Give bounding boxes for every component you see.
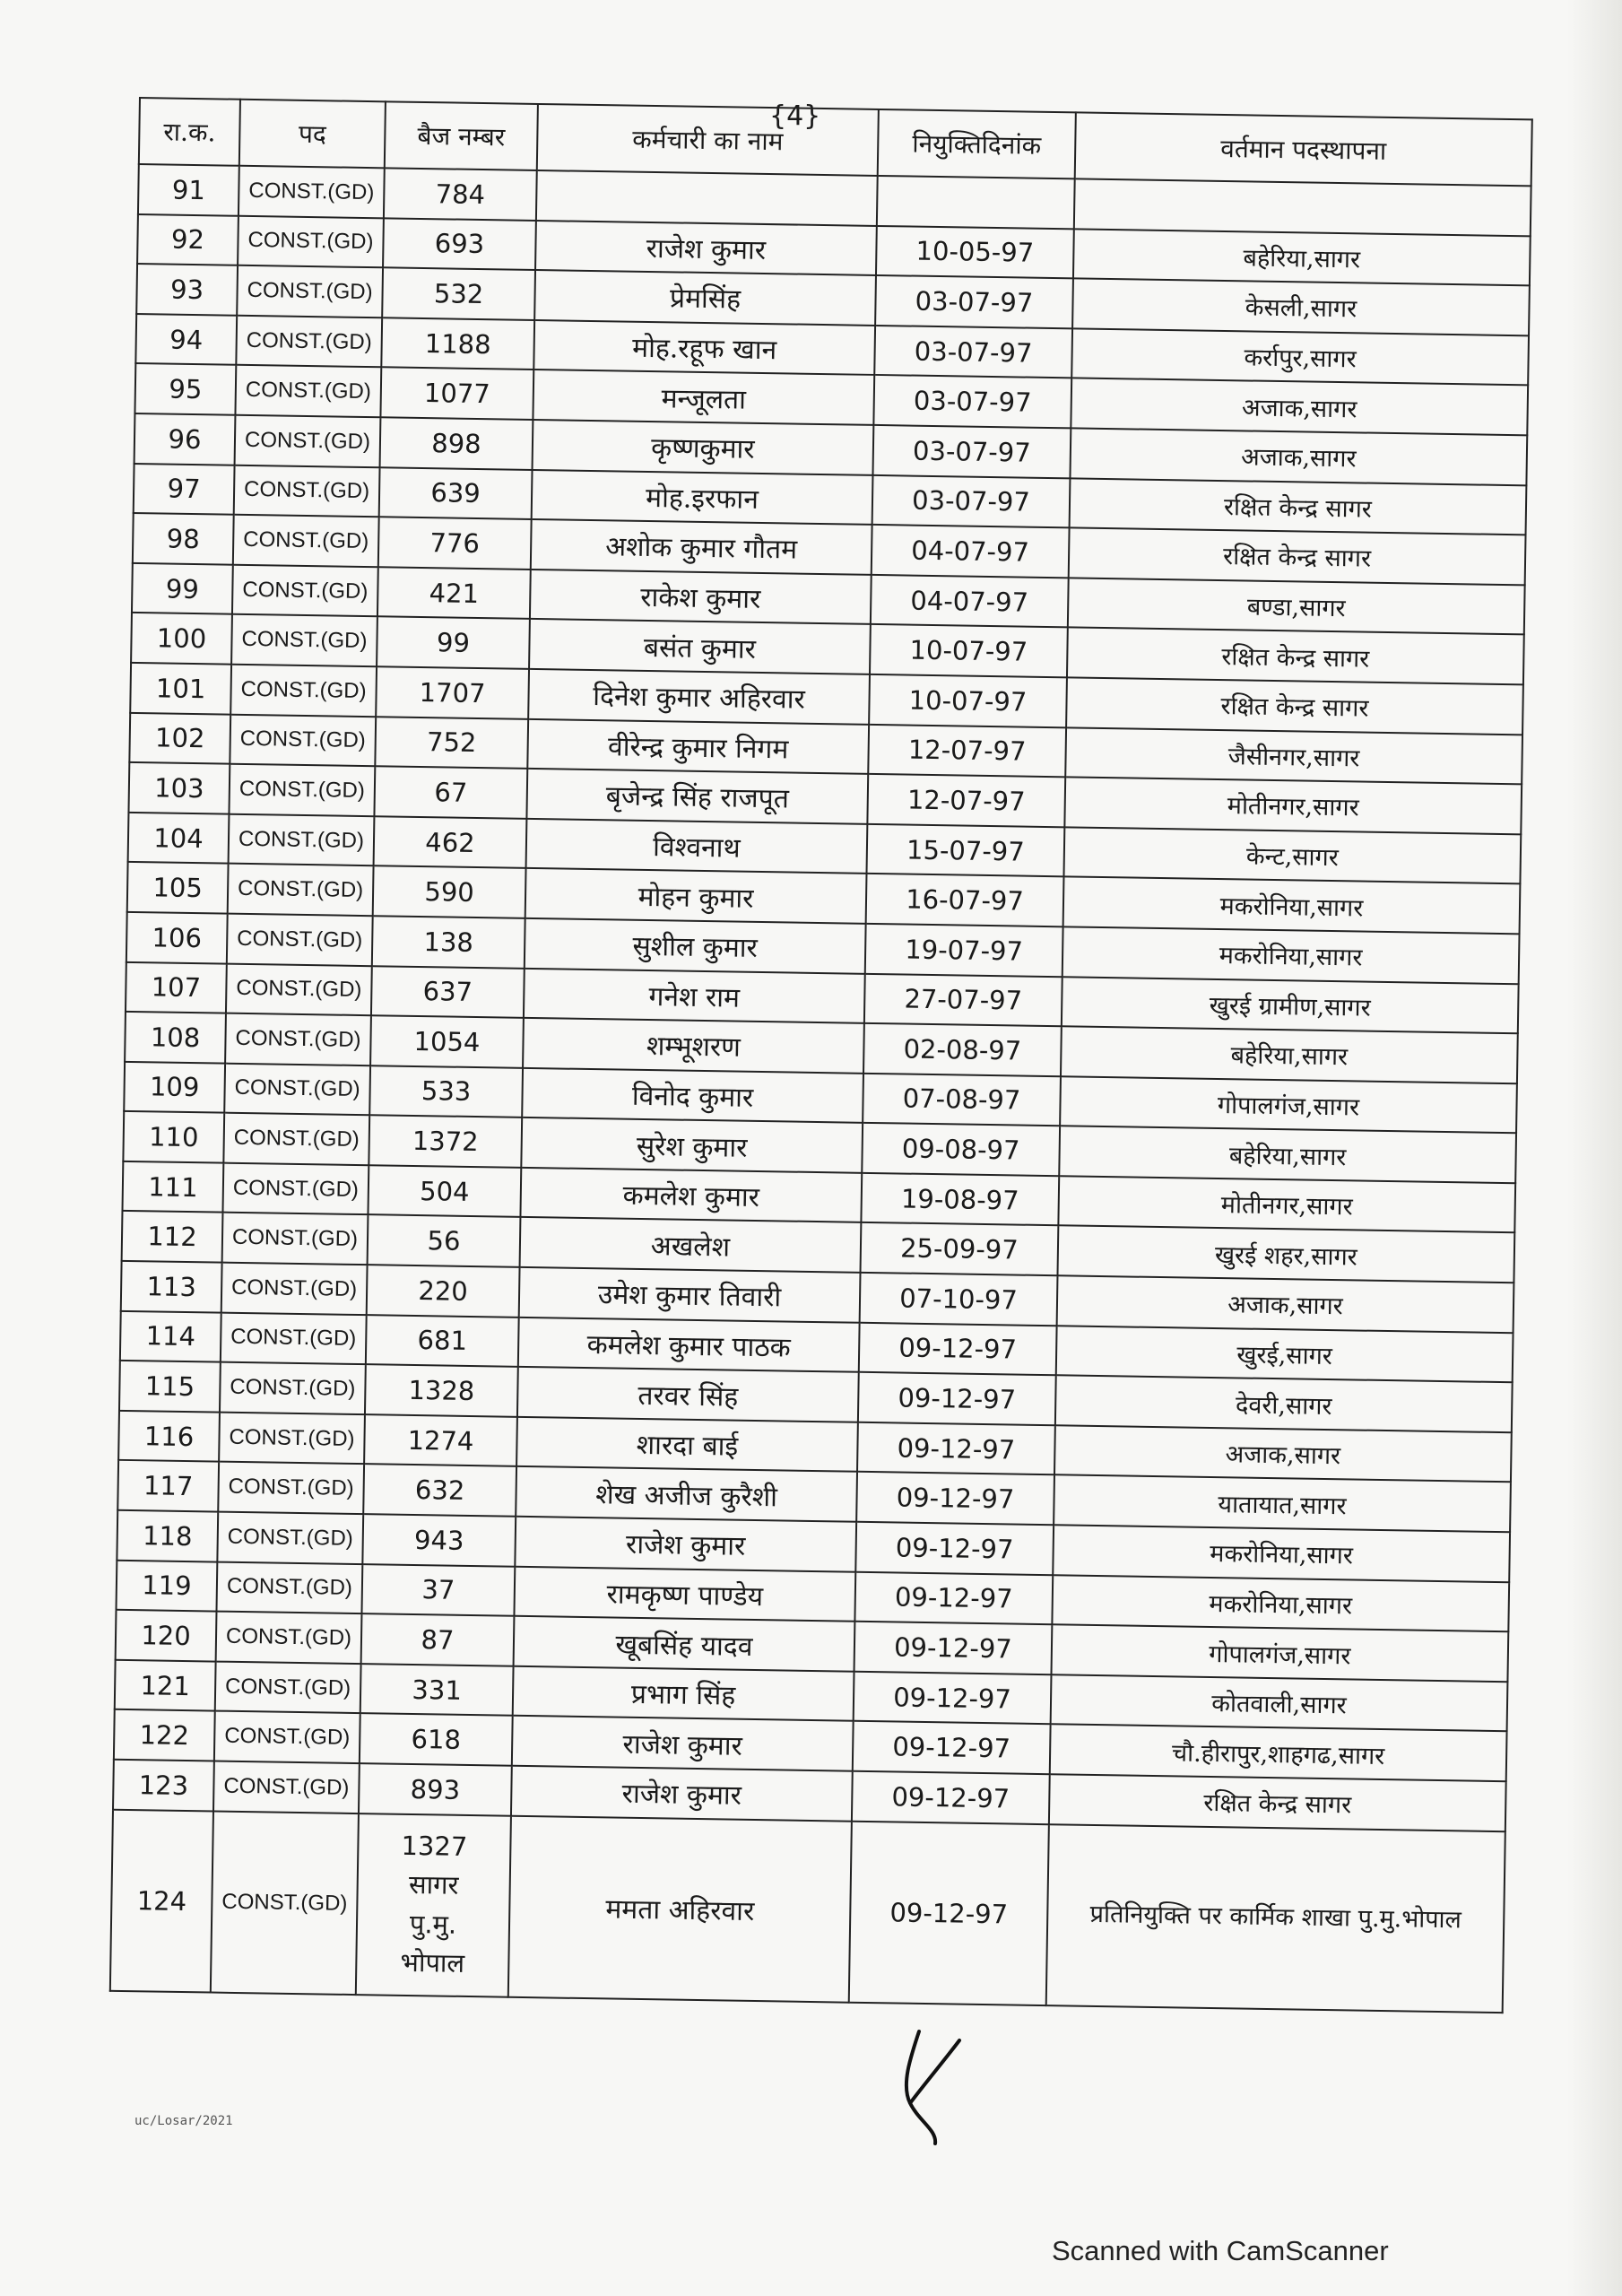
cell-sr: 92 bbox=[137, 214, 239, 265]
cell-badge: 632 bbox=[363, 1465, 516, 1517]
header-posting: वर्तमान पदस्थापना bbox=[1075, 112, 1532, 186]
cell-name bbox=[536, 170, 878, 226]
cell-badge: 681 bbox=[366, 1315, 519, 1367]
cell-sr: 109 bbox=[124, 1062, 225, 1113]
cell-post: CONST.(GD) bbox=[239, 166, 385, 218]
cell-sr: 100 bbox=[131, 613, 232, 664]
cell-date: 09-12-97 bbox=[849, 1821, 1049, 2005]
cell-name: वीरेन्द्र कुमार निगम bbox=[527, 718, 869, 774]
cell-sr: 111 bbox=[122, 1161, 223, 1213]
cell-sr: 105 bbox=[127, 862, 229, 913]
cell-posting: जैसीनगर,सागर bbox=[1065, 727, 1522, 785]
cell-post: CONST.(GD) bbox=[229, 813, 375, 865]
cell-posting: प्रतिनियुक्ति पर कार्मिक शाखा पु.मु.भोपाल bbox=[1046, 1824, 1505, 2013]
cell-badge: 37 bbox=[361, 1564, 515, 1616]
cell-name: मोह.रहूफ खान bbox=[533, 320, 875, 376]
scanner-watermark: Scanned with CamScanner bbox=[1052, 2235, 1389, 2266]
cell-sr: 97 bbox=[134, 464, 235, 515]
cell-posting: गोपालगंज,सागर bbox=[1060, 1076, 1517, 1134]
cell-sr: 116 bbox=[118, 1411, 220, 1462]
cell-post: CONST.(GD) bbox=[225, 1013, 371, 1065]
cell-badge: 1077 bbox=[380, 368, 533, 420]
cell-post: CONST.(GD) bbox=[232, 564, 378, 616]
cell-post: CONST.(GD) bbox=[228, 864, 374, 916]
cell-badge: 331 bbox=[360, 1664, 514, 1716]
cell-post: CONST.(GD) bbox=[222, 1213, 369, 1265]
cell-posting: अजाक,सागर bbox=[1057, 1275, 1514, 1333]
cell-name: राजेश कुमार bbox=[515, 1517, 856, 1572]
cell-post: CONST.(GD) bbox=[220, 1362, 366, 1414]
cell-name: मोहन कुमार bbox=[525, 868, 867, 924]
cell-name: बृजेन्द्र सिंह राजपूत bbox=[526, 769, 868, 824]
cell-post: CONST.(GD) bbox=[229, 764, 375, 816]
cell-date: 09-12-97 bbox=[859, 1322, 1057, 1375]
cell-badge: 776 bbox=[378, 517, 532, 569]
cell-post: CONST.(GD) bbox=[216, 1561, 362, 1613]
cell-date: 09-12-97 bbox=[854, 1622, 1053, 1674]
cell-badge: 504 bbox=[368, 1165, 521, 1217]
cell-date: 10-05-97 bbox=[876, 226, 1074, 279]
cell-name: अशोक कुमार गौतम bbox=[531, 519, 872, 575]
cell-badge: 618 bbox=[360, 1714, 513, 1766]
badge-line: 1327 bbox=[401, 1830, 468, 1862]
cell-date: 10-07-97 bbox=[870, 624, 1068, 677]
cell-date: 27-07-97 bbox=[864, 973, 1063, 1026]
cell-sr: 94 bbox=[135, 314, 237, 365]
cell-posting: मकरोनिया,सागर bbox=[1063, 926, 1520, 984]
cell-posting: मोतीनगर,सागर bbox=[1064, 777, 1522, 834]
cell-sr: 115 bbox=[119, 1361, 221, 1412]
cell-date: 15-07-97 bbox=[866, 824, 1064, 877]
badge-line: सागर bbox=[408, 1869, 459, 1900]
cell-posting: बहेरिया,सागर bbox=[1061, 1026, 1518, 1083]
cell-badge: 56 bbox=[368, 1215, 521, 1267]
cell-date: 03-07-97 bbox=[872, 425, 1071, 478]
cell-name: शारदा बाई bbox=[516, 1417, 858, 1473]
cell-sr: 117 bbox=[117, 1460, 219, 1511]
cell-badge bbox=[356, 1813, 511, 1997]
cell-post: CONST.(GD) bbox=[231, 614, 377, 666]
cell-sr: 98 bbox=[133, 513, 234, 564]
cell-sr: 103 bbox=[128, 762, 230, 813]
cell-name: दिनेश कुमार अहिरवार bbox=[528, 669, 870, 725]
cell-post: CONST.(GD) bbox=[214, 1711, 360, 1763]
cell-name: प्रेमसिंह bbox=[534, 270, 876, 326]
table-body bbox=[110, 164, 1531, 2013]
staff-table bbox=[109, 97, 1533, 2013]
cell-sr: 118 bbox=[117, 1510, 218, 1561]
page-number: {4} bbox=[769, 100, 821, 132]
cell-badge: 1328 bbox=[365, 1364, 518, 1416]
cell-posting: मकरोनिया,सागर bbox=[1053, 1525, 1510, 1582]
cell-badge: 532 bbox=[382, 267, 535, 319]
cell-sr: 95 bbox=[134, 363, 236, 414]
cell-badge: 590 bbox=[373, 866, 526, 918]
cell-post: CONST.(GD) bbox=[216, 1612, 362, 1664]
cell-badge: 784 bbox=[384, 168, 537, 220]
cell-badge: 421 bbox=[377, 567, 531, 619]
cell-date: 12-07-97 bbox=[867, 774, 1065, 827]
cell-date: 09-12-97 bbox=[858, 1372, 1056, 1425]
cell-name: तरवर सिंह bbox=[517, 1367, 859, 1422]
cell-badge: 67 bbox=[374, 766, 527, 818]
cell-posting: केसली,सागर bbox=[1072, 279, 1530, 336]
cell-date: 10-07-97 bbox=[869, 674, 1067, 727]
cell-post: CONST.(GD) bbox=[219, 1412, 365, 1464]
cell-date: 25-09-97 bbox=[861, 1222, 1059, 1275]
cell-badge: 462 bbox=[374, 816, 527, 868]
cell-name: अखलेश bbox=[520, 1217, 862, 1273]
cell-sr: 104 bbox=[128, 813, 230, 864]
cell-name: कमलेश कुमार bbox=[520, 1168, 862, 1223]
header-name: कर्मचारी का नाम bbox=[537, 104, 879, 176]
cell-name: बसंत कुमार bbox=[529, 619, 871, 674]
cell-badge: 898 bbox=[380, 417, 533, 469]
cell-date: 04-07-97 bbox=[872, 525, 1070, 578]
cell-posting: मकरोनिया,सागर bbox=[1063, 877, 1521, 935]
cell-date: 03-07-97 bbox=[874, 326, 1072, 378]
cell-name: ममता अहिरवार bbox=[508, 1815, 852, 2002]
cell-date: 03-07-97 bbox=[875, 275, 1073, 328]
cell-sr: 113 bbox=[121, 1261, 222, 1312]
cell-sr: 114 bbox=[120, 1311, 221, 1362]
cell-date: 09-12-97 bbox=[852, 1771, 1050, 1824]
cell-posting: रक्षित केन्द्र सागर bbox=[1070, 478, 1527, 535]
cell-date: 19-08-97 bbox=[861, 1173, 1059, 1226]
cell-badge: 693 bbox=[383, 218, 536, 270]
cell-sr: 93 bbox=[136, 264, 238, 315]
cell-post: CONST.(GD) bbox=[237, 265, 383, 317]
cell-post: CONST.(GD) bbox=[233, 515, 379, 567]
cell-posting: रक्षित केन्द्र सागर bbox=[1069, 528, 1526, 586]
staff-table-wrapper bbox=[109, 97, 1533, 2013]
cell-posting: गोपालगंज,सागर bbox=[1051, 1624, 1508, 1682]
cell-badge: 87 bbox=[361, 1613, 515, 1665]
cell-posting bbox=[1074, 178, 1531, 236]
cell-posting: रक्षित केन्द्र सागर bbox=[1067, 628, 1524, 685]
cell-post: CONST.(GD) bbox=[213, 1761, 360, 1813]
cell-name: सुरेश कुमार bbox=[521, 1118, 863, 1173]
cell-date: 07-10-97 bbox=[860, 1273, 1058, 1326]
cell-post: CONST.(GD) bbox=[238, 215, 384, 267]
cell-date: 09-12-97 bbox=[853, 1721, 1051, 1774]
cell-name: रामकृष्ण पाण्डेय bbox=[514, 1566, 855, 1622]
cell-date: 12-07-97 bbox=[868, 724, 1066, 777]
cell-post: CONST.(GD) bbox=[230, 714, 376, 766]
cell-posting: खुरई शहर,सागर bbox=[1057, 1226, 1514, 1283]
cell-posting: रक्षित केन्द्र सागर bbox=[1066, 677, 1523, 735]
cell-badge: 1274 bbox=[364, 1414, 517, 1466]
cell-posting: चौ.हीरापुर,शाहगढ,सागर bbox=[1050, 1725, 1507, 1782]
cell-badge: 220 bbox=[367, 1265, 520, 1317]
cell-badge: 533 bbox=[369, 1065, 523, 1118]
cell-badge: 1707 bbox=[376, 666, 529, 718]
cell-badge: 1372 bbox=[369, 1115, 522, 1167]
cell-date: 09-12-97 bbox=[854, 1571, 1053, 1624]
cell-name: राजेश कुमार bbox=[535, 221, 877, 276]
footer-code: uc/Losar/2021 bbox=[134, 2114, 233, 2128]
cell-sr: 123 bbox=[113, 1760, 214, 1811]
cell-post: CONST.(GD) bbox=[226, 963, 372, 1015]
signature-mark bbox=[883, 2022, 964, 2148]
cell-sr: 120 bbox=[116, 1610, 217, 1661]
cell-name: कृष्णकुमार bbox=[533, 420, 874, 475]
cell-posting: खुरई ग्रामीण,सागर bbox=[1062, 977, 1519, 1034]
cell-post: CONST.(GD) bbox=[217, 1512, 363, 1564]
cell-posting: कोतवाली,सागर bbox=[1051, 1674, 1508, 1732]
cell-posting: यातायात,सागर bbox=[1054, 1475, 1511, 1533]
cell-post: CONST.(GD) bbox=[222, 1163, 369, 1215]
cell-name: शम्भूशरण bbox=[523, 1018, 864, 1074]
cell-sr: 99 bbox=[132, 563, 233, 614]
cell-post: CONST.(GD) bbox=[224, 1063, 370, 1115]
cell-posting: रक्षित केन्द्र सागर bbox=[1049, 1774, 1506, 1831]
cell-posting: बहेरिया,सागर bbox=[1059, 1126, 1516, 1184]
cell-name: विश्वनाथ bbox=[526, 819, 868, 874]
cell-post: CONST.(GD) bbox=[211, 1811, 359, 1995]
cell-posting: मकरोनिया,सागर bbox=[1052, 1575, 1509, 1632]
cell-sr: 102 bbox=[129, 712, 230, 763]
cell-date bbox=[877, 176, 1075, 229]
cell-name: सुशील कुमार bbox=[525, 918, 866, 974]
scan-edge-shadow bbox=[1567, 0, 1622, 2296]
cell-posting: कर्रापुर,सागर bbox=[1071, 328, 1529, 386]
cell-post: CONST.(GD) bbox=[227, 914, 373, 966]
cell-sr: 119 bbox=[116, 1560, 217, 1611]
cell-date: 09-12-97 bbox=[857, 1422, 1055, 1475]
cell-sr: 124 bbox=[110, 1809, 213, 1992]
cell-date: 09-12-97 bbox=[856, 1472, 1054, 1525]
cell-badge: 752 bbox=[375, 717, 528, 769]
cell-badge: 1188 bbox=[381, 317, 534, 370]
header-badge: बैज नम्बर bbox=[385, 101, 538, 170]
cell-date: 02-08-97 bbox=[863, 1023, 1062, 1076]
cell-badge: 138 bbox=[372, 916, 525, 968]
cell-posting: मोतीनगर,सागर bbox=[1058, 1176, 1515, 1233]
cell-post: CONST.(GD) bbox=[234, 465, 380, 517]
cell-name: प्रभाग सिंह bbox=[513, 1666, 854, 1722]
cell-sr: 108 bbox=[125, 1012, 226, 1063]
cell-date: 09-08-97 bbox=[862, 1123, 1060, 1176]
table-row-last bbox=[110, 1809, 1505, 2012]
cell-post: CONST.(GD) bbox=[218, 1462, 364, 1514]
header-date: नियुक्तिदिनांक bbox=[878, 109, 1076, 178]
cell-name: खूबसिंह यादव bbox=[514, 1616, 855, 1672]
cell-post: CONST.(GD) bbox=[221, 1263, 368, 1315]
cell-sr: 121 bbox=[115, 1660, 216, 1711]
cell-date: 03-07-97 bbox=[873, 375, 1071, 428]
cell-posting: अजाक,सागर bbox=[1070, 428, 1527, 485]
cell-badge: 943 bbox=[362, 1514, 516, 1566]
cell-sr: 96 bbox=[134, 413, 236, 465]
cell-posting: अजाक,सागर bbox=[1071, 378, 1528, 436]
badge-line: पु.मु. bbox=[409, 1908, 457, 1940]
badge-line: भोपाल bbox=[400, 1946, 465, 1979]
cell-date: 16-07-97 bbox=[866, 874, 1064, 926]
cell-sr: 91 bbox=[138, 164, 239, 215]
cell-post: CONST.(GD) bbox=[235, 415, 381, 467]
cell-sr: 107 bbox=[126, 961, 227, 1013]
cell-posting: बण्डा,सागर bbox=[1068, 578, 1525, 635]
cell-post: CONST.(GD) bbox=[221, 1312, 367, 1364]
header-sr: रा.क. bbox=[139, 98, 240, 166]
cell-name: मोह.इरफान bbox=[532, 470, 873, 526]
cell-post: CONST.(GD) bbox=[236, 316, 382, 368]
cell-badge: 639 bbox=[379, 467, 533, 519]
cell-posting: खुरई,सागर bbox=[1056, 1326, 1514, 1383]
cell-date: 03-07-97 bbox=[872, 474, 1071, 527]
cell-date: 19-07-97 bbox=[865, 924, 1063, 977]
cell-sr: 101 bbox=[130, 663, 231, 714]
cell-badge: 637 bbox=[371, 966, 525, 1018]
cell-posting: बहेरिया,सागर bbox=[1073, 229, 1531, 286]
cell-date: 09-12-97 bbox=[854, 1672, 1052, 1725]
cell-name: राकेश कुमार bbox=[530, 570, 872, 625]
cell-posting: देवरी,सागर bbox=[1055, 1375, 1513, 1432]
cell-sr: 112 bbox=[122, 1211, 223, 1262]
header-post: पद bbox=[239, 100, 386, 169]
cell-name: कमलेश कुमार पाठक bbox=[518, 1317, 860, 1372]
cell-badge: 1054 bbox=[370, 1015, 524, 1067]
cell-sr: 122 bbox=[114, 1709, 215, 1761]
cell-badge: 99 bbox=[377, 617, 530, 669]
cell-sr: 106 bbox=[126, 912, 228, 963]
cell-name: विनोद कुमार bbox=[522, 1068, 863, 1124]
cell-badge: 893 bbox=[359, 1763, 512, 1815]
cell-name: शेख अजीज कुरैशी bbox=[516, 1466, 857, 1522]
cell-name: राजेश कुमार bbox=[511, 1766, 853, 1822]
cell-post: CONST.(GD) bbox=[230, 665, 377, 717]
cell-post: CONST.(GD) bbox=[215, 1661, 361, 1713]
cell-posting: केन्ट,सागर bbox=[1063, 827, 1521, 884]
cell-posting: अजाक,सागर bbox=[1054, 1425, 1512, 1483]
cell-sr: 110 bbox=[123, 1111, 224, 1162]
cell-name: मन्जूलता bbox=[533, 370, 874, 425]
cell-name: गनेश राम bbox=[524, 968, 865, 1023]
cell-date: 04-07-97 bbox=[871, 575, 1069, 628]
cell-date: 07-08-97 bbox=[863, 1074, 1061, 1126]
cell-name: राजेश कुमार bbox=[512, 1716, 854, 1771]
cell-post: CONST.(GD) bbox=[235, 365, 381, 417]
cell-date: 09-12-97 bbox=[855, 1522, 1054, 1575]
cell-name: उमेश कुमार तिवारी bbox=[519, 1267, 861, 1323]
cell-post: CONST.(GD) bbox=[223, 1113, 369, 1165]
